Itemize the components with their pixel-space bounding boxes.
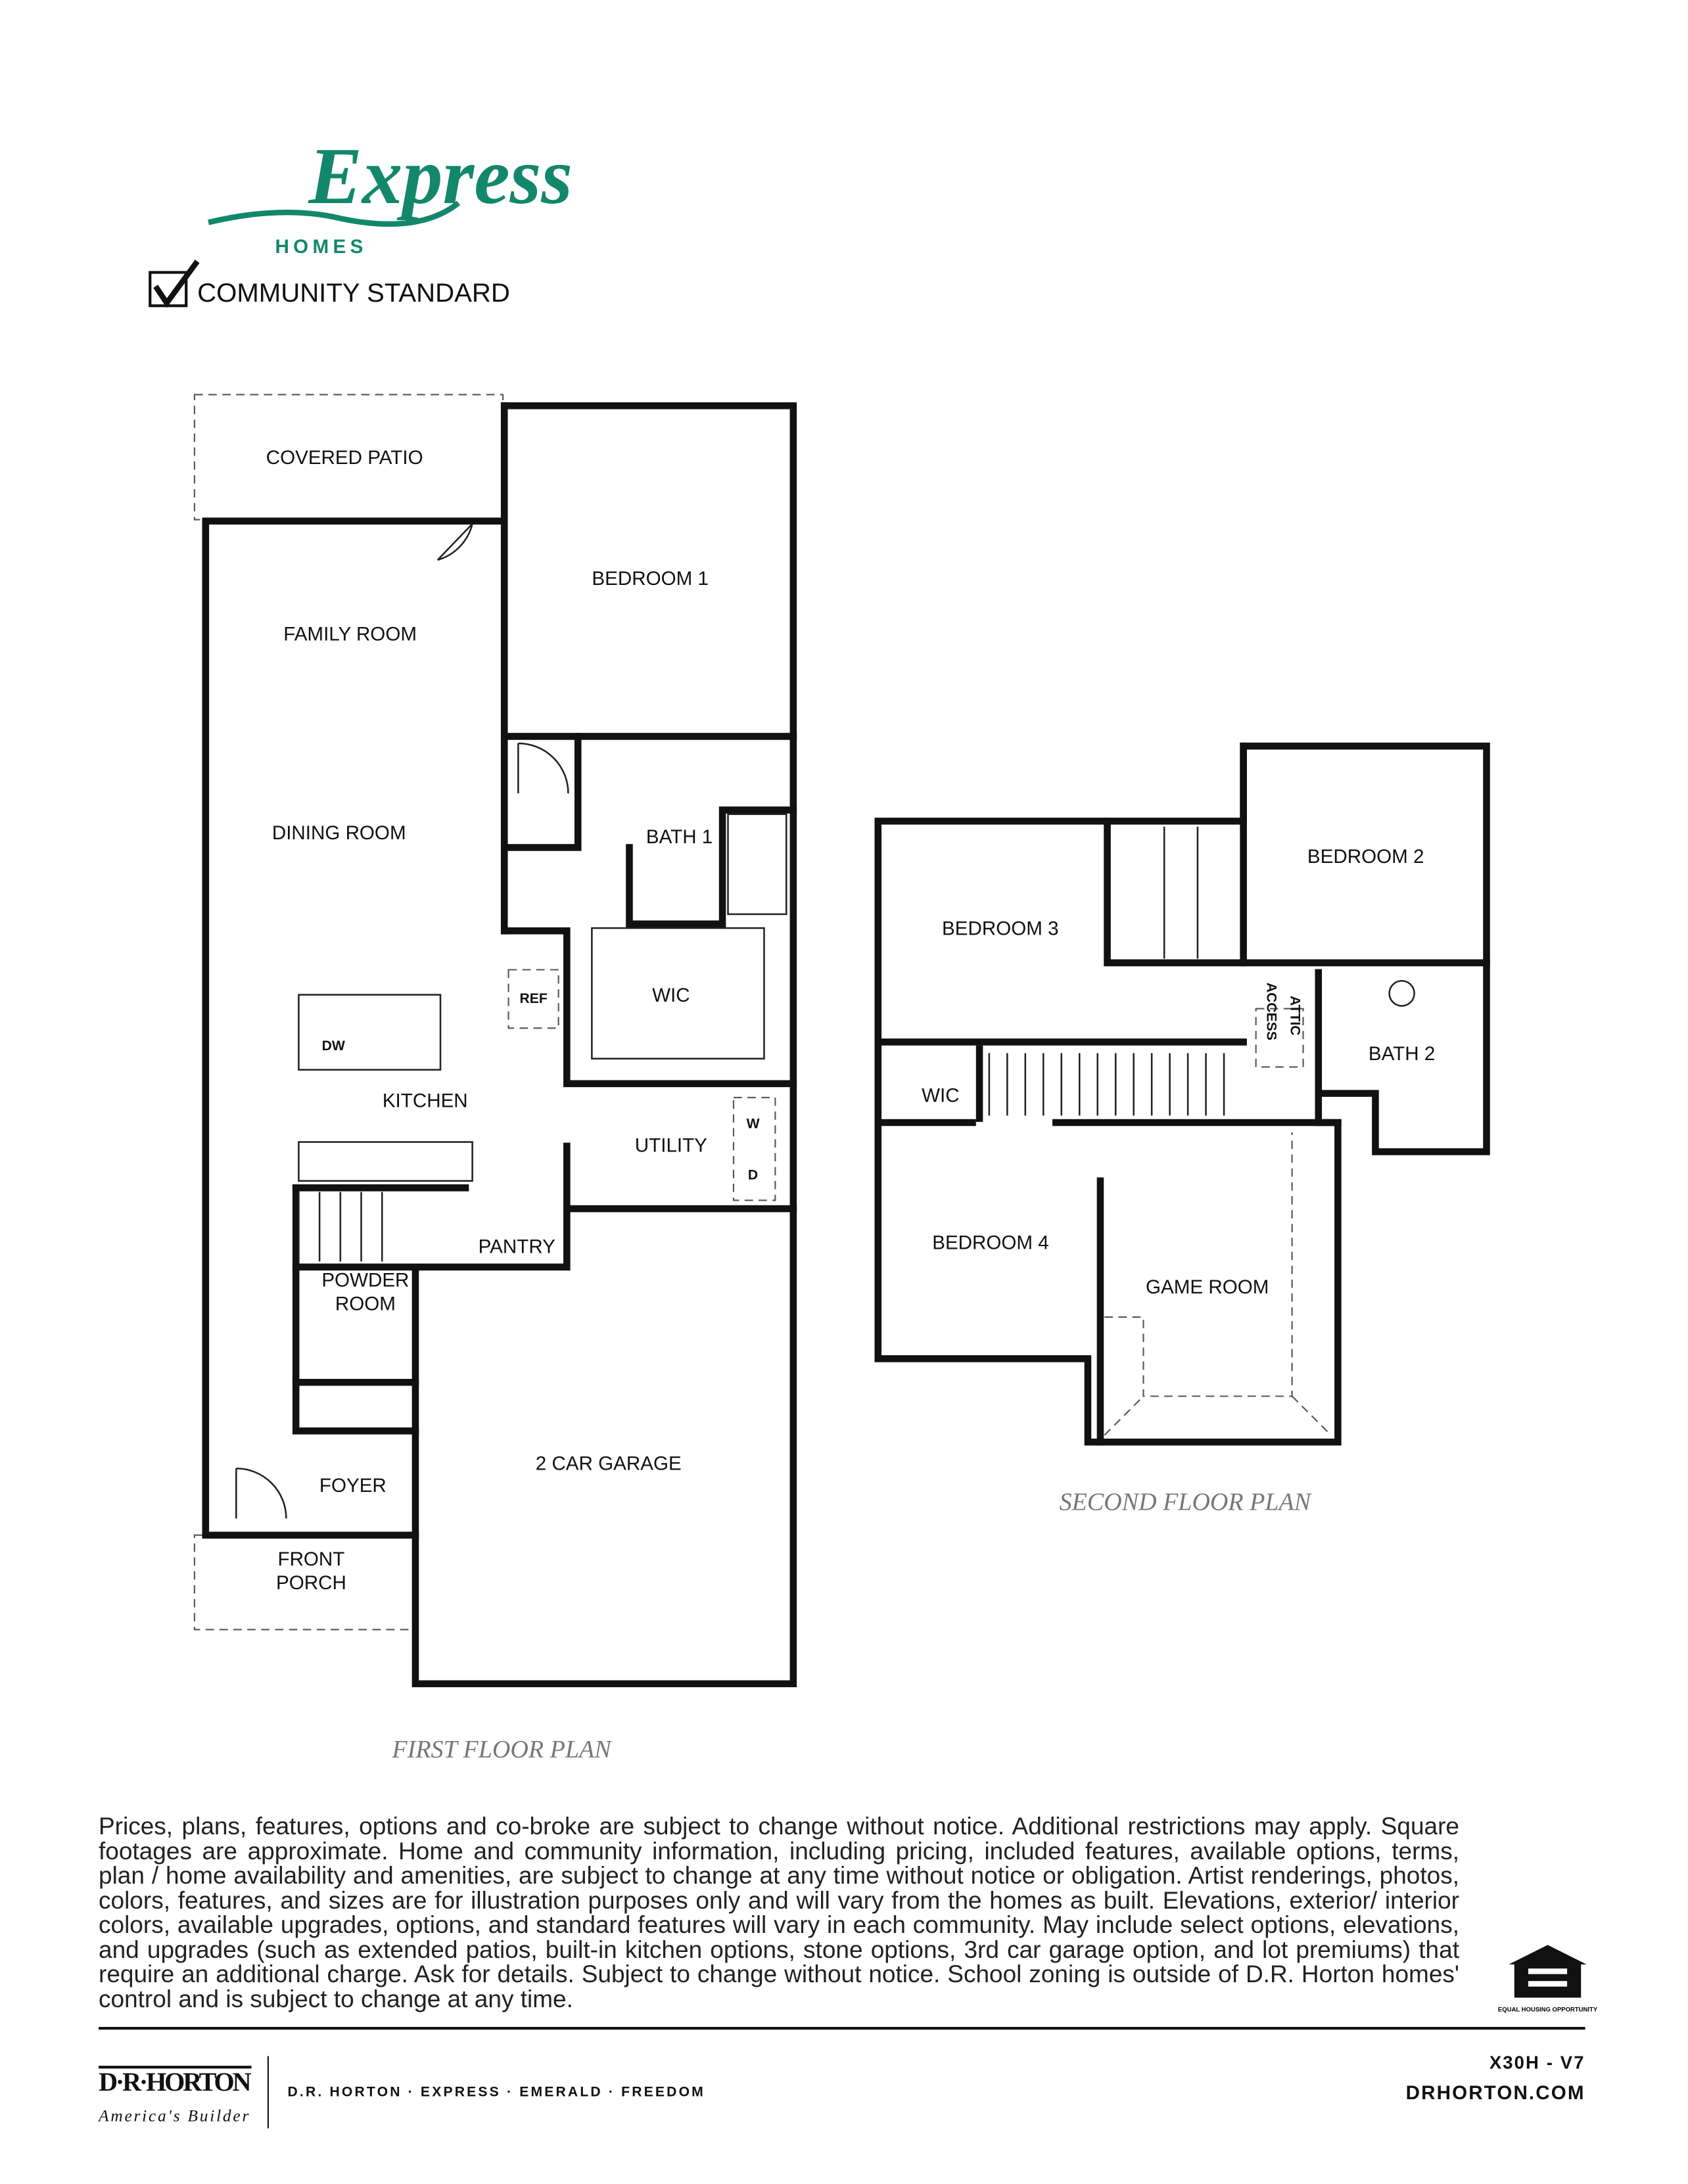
- label-family-room: FAMILY ROOM: [283, 623, 417, 645]
- label-ref: REF: [519, 991, 548, 1007]
- plan-code: X30H - V7: [1489, 2052, 1585, 2073]
- logo-sub: HOMES: [275, 235, 367, 258]
- label-porch: PORCH: [276, 1572, 346, 1594]
- second-floor-caption: SECOND FLOOR PLAN: [1059, 1488, 1311, 1516]
- label-bedroom-3: BEDROOM 3: [942, 918, 1059, 940]
- label-garage: 2 CAR GARAGE: [535, 1452, 682, 1475]
- label-wic-2: WIC: [922, 1084, 960, 1107]
- first-floor-caption: FIRST FLOOR PLAN: [392, 1735, 611, 1763]
- checkmark-icon: [150, 262, 197, 306]
- label-attic-access: ACCESS: [1263, 982, 1279, 1040]
- label-bath-1: BATH 1: [645, 826, 713, 848]
- footer-brands: D.R. HORTON · EXPRESS · EMERALD · FREEDOM: [287, 2084, 705, 2100]
- drhorton-logo: D·R·HORTON: [99, 2067, 252, 2097]
- equal-housing-icon: [1498, 1945, 1598, 2013]
- label-covered-patio: COVERED PATIO: [266, 447, 423, 469]
- label-utility: UTILITY: [634, 1134, 707, 1157]
- label-bedroom-4: BEDROOM 4: [932, 1232, 1049, 1254]
- label-attic: ATTIC: [1287, 995, 1303, 1036]
- label-washer: W: [746, 1116, 760, 1132]
- label-pantry: PANTRY: [478, 1236, 555, 1258]
- logo-text: Express: [308, 131, 573, 221]
- community-standard-label: COMMUNITY STANDARD: [197, 277, 510, 308]
- label-kitchen: KITCHEN: [382, 1090, 468, 1112]
- label-foyer: FOYER: [319, 1475, 387, 1497]
- label-front: FRONT: [277, 1548, 345, 1571]
- website-link[interactable]: DRHORTON.COM: [1405, 2081, 1585, 2104]
- label-bedroom-2: BEDROOM 2: [1307, 845, 1424, 868]
- label-powder-room: ROOM: [335, 1293, 396, 1315]
- label-dining-room: DINING ROOM: [271, 822, 406, 844]
- label-bedroom-1: BEDROOM 1: [592, 568, 709, 590]
- label-game-room: GAME ROOM: [1146, 1276, 1269, 1298]
- label-dw: DW: [321, 1038, 345, 1054]
- drhorton-tagline: America's Builder: [99, 2106, 249, 2126]
- label-dryer: D: [747, 1167, 759, 1183]
- label-powder: POWDER: [321, 1269, 410, 1291]
- label-wic-1: WIC: [652, 985, 690, 1007]
- label-bath-2: BATH 2: [1368, 1042, 1436, 1065]
- disclaimer-text: Prices, plans, features, options and co-broke are subject to change without notice. Additional restrictions may apply. Square footages are approximate. Home and community information, including pricing, included features, available options, terms, plan / home availability and amenities, are subject to change at any time without notice or obligation. Artist renderings, photos, colors, features, and sizes are for illustration purposes only and will vary from the homes as built. Elevations, exterior/ interior colors, available upgrades, options, and standard features will vary in each community. May include select options, elevations, and upgrades (such as extended patios, built-in kitchen options, stone options, 3rd car garage option, and lot premiums) that require an additional charge. Ask for details. Subject to change without notice. School zoning is outside of D.R. Horton homes' control and is subject to change at any time.: [99, 1813, 1459, 2012]
- equal-housing-text: EQUAL HOUSING OPPORTUNITY: [1497, 2006, 1598, 2014]
- express-homes-logo: [208, 131, 573, 258]
